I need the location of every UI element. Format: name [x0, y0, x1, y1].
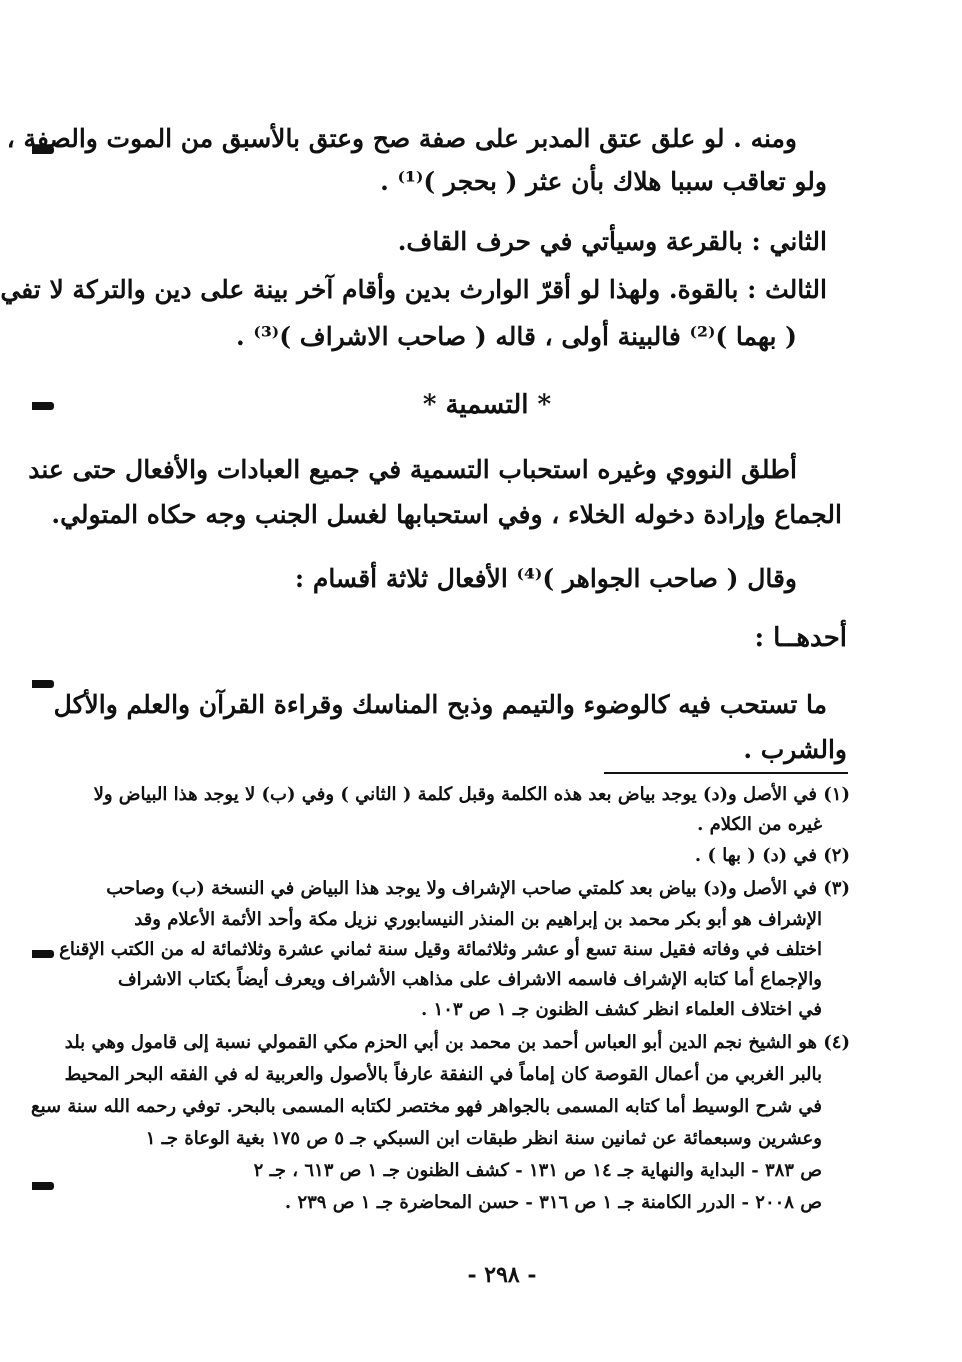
- footnote-line: ص ٣٨٣ - البداية والنهاية جـ ١٤ ص ١٣١ - كشف الظنون جـ ١ ص ٦١٣ ، جـ ٢: [253, 1160, 822, 1181]
- footnote-line: (٣) في الأصل و(د) بياض بعد كلمتي صاحب الإشراف ولا يوجد هذا البياض في النسخة (ب) وصاحب: [106, 878, 850, 899]
- paragraph-line: ما تستحب فيه كالوضوء والتيمم وذبح المناسك وقراءة القرآن والعلم والأكل: [53, 690, 827, 719]
- footnote-line: غيره من الكلام .: [697, 814, 822, 835]
- sub-heading: أحدهــا :: [754, 623, 847, 653]
- paragraph-line: وقال ( صاحب الجواهر )⁽⁴⁾ الأفعال ثلاثة أقسام :: [294, 564, 797, 593]
- footnote-line: في شرح الوسيط أما كتابه المسمى بالجواهر فهو مختصر لكتابه المسمى بالبحر. توفي رحمه الله سنة سبع: [30, 1096, 822, 1117]
- footnote-line: اختلف في وفاته فقيل سنة تسع أو عشر وثلاثمائة وقيل سنة ثماني عشرة وثلاثمائة له من الكتب الإقناع: [59, 939, 822, 960]
- footnote-line: وعشرين وسبعمائة عن ثمانين سنة انظر طبقات ابن السبكي جـ ٥ ص ١٧٥ بغية الوعاة جـ ١: [145, 1128, 822, 1149]
- paragraph-line: والشرب .: [743, 735, 847, 764]
- paragraph-line: الثاني : بالقرعة وسيأتي في حرف القاف.: [397, 227, 827, 256]
- footnote-rule: [604, 772, 848, 774]
- footnote-line: بالبر الغربي من أعمال القوصة كان إماماً في النفقة عارفاً بالأصول والعربية له في الفقه البحر المحيط: [64, 1064, 822, 1085]
- footnote-line: (٢) في (د) ( بها ) .: [694, 845, 850, 866]
- paragraph-line: ومنه . لو علق عتق المدبر على صفة صح وعتق بالأسبق من الموت والصفة ،: [6, 124, 797, 153]
- scan-edge-mark: [32, 1182, 54, 1190]
- scan-edge-mark: [32, 680, 54, 688]
- section-heading: * التسمية *: [422, 390, 552, 420]
- scan-edge-mark: [32, 402, 54, 410]
- paragraph-line: ( بهما )⁽²⁾ فالبينة أولى ، قاله ( صاحب الاشراف )⁽³⁾ .: [235, 322, 797, 351]
- footnote-line: (١) في الأصل و(د) يوجد بياض بعد هذه الكلمة وقبل كلمة ( الثاني ) وفي (ب) لا يوجد هذا البياض ولا: [93, 784, 850, 805]
- paragraph-line: الجماع وإرادة دخوله الخلاء ، وفي استحبابها لغسل الجنب وجه حكاه المتولي.: [51, 500, 842, 529]
- footnote-line: (٤) هو الشيخ نجم الدين أبو العباس أحمد بن محمد بن أبي الحزم مكي القمولي نسبة إلى قامول وهي بلد: [64, 1032, 850, 1053]
- paragraph-line: ولو تعاقب سببا هلاك بأن عثر ( بحجر )⁽¹⁾ .: [380, 167, 827, 196]
- footnote-line: ص ٢٠٠٨ - الدرر الكامنة جـ ١ ص ٣١٦ - حسن المحاضرة جـ ١ ص ٢٣٩ .: [284, 1192, 822, 1213]
- footnote-line: في اختلاف العلماء انظر كشف الظنون جـ ١ ص ١٠٣ .: [420, 999, 822, 1020]
- footnote-line: الإشراف هو أبو بكر محمد بن إبراهيم بن المنذر النيسابوري نزيل مكة وأحد الأئمة الأعلام وقد: [134, 909, 822, 930]
- page-number: - ٢٩٨ -: [467, 1262, 537, 1288]
- paragraph-line: أطلق النووي وغيره استحباب التسمية في جميع العبادات والأفعال حتى عند: [28, 455, 797, 484]
- scan-edge-mark: [32, 950, 54, 958]
- footnote-line: والإجماع أما كتابه الإشراف فاسمه الاشراف على مذاهب الأشراف ويعرف أيضاً بكتاب الاشراف: [117, 969, 822, 990]
- paragraph-line: الثالث : بالقوة. ولهذا لو أقرّ الوارث بدين وأقام آخر بينة على دين والتركة لا تفي: [0, 275, 827, 304]
